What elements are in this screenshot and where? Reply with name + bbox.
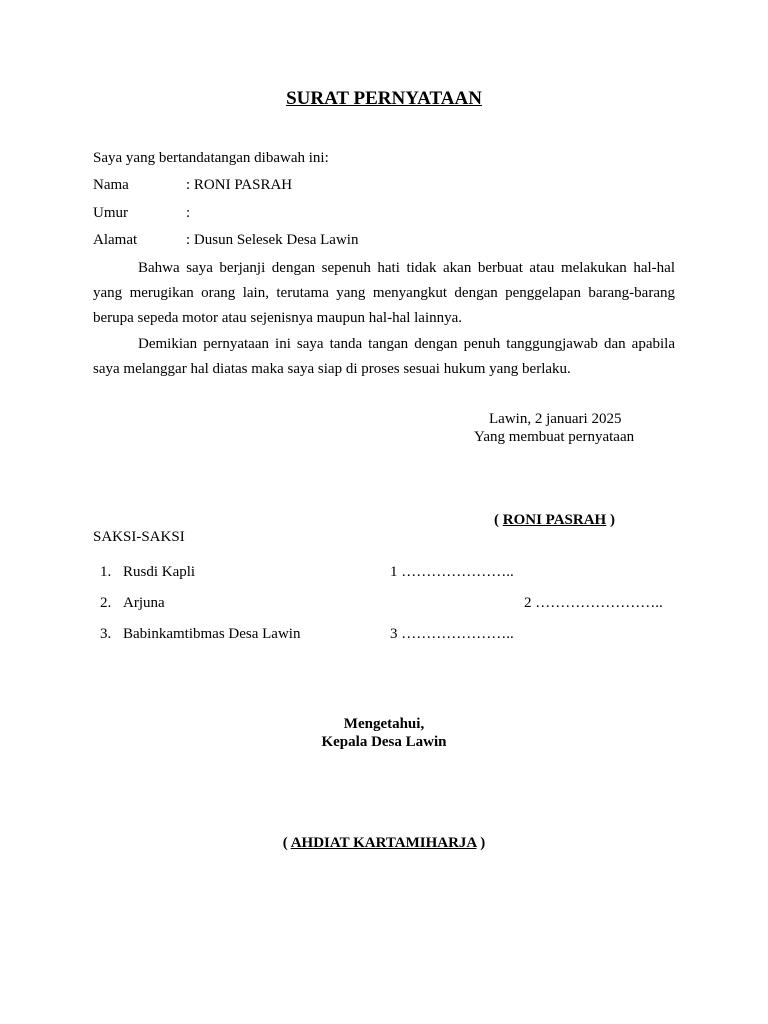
witness-number: 1. (100, 564, 112, 580)
place-date: Lawin, 2 januari 2025 (489, 411, 622, 427)
witness-signature-line: 2 …………………….. (524, 595, 663, 611)
field-label-alamat: Alamat (93, 232, 138, 248)
acknowledge-label: Mengetahui, (343, 716, 425, 732)
witness-name: Arjuna (123, 595, 165, 611)
field-label-nama: Nama (93, 177, 129, 193)
witness-heading: SAKSI-SAKSI (93, 529, 185, 545)
intro-text: Saya yang bertandatangan dibawah ini: (93, 150, 329, 166)
field-value-umur: : (186, 205, 191, 221)
field-value-nama: : RONI PASRAH (186, 177, 293, 193)
witness-signature-line: 3 ………………….. (390, 626, 514, 642)
witness-number: 3. (100, 626, 112, 642)
maker-signature-name: ( RONI PASRAH ) (494, 512, 615, 528)
witness-name: Babinkamtibmas Desa Lawin (123, 626, 301, 642)
statement-paragraph-1: Bahwa saya berjanji dengan sepenuh hati tidak akan berbuat atau melakukan hal-hal yang merugikan orang lain, terutama yang menyangkut dengan penggelapan barang-barang berupa sepeda motor atau sejenisnya maupun hal-hal lainnya. (93, 260, 675, 326)
witness-name: Rusdi Kapli (123, 564, 196, 580)
village-head-signature-name: ( AHDIAT KARTAMIHARJA ) (282, 835, 486, 851)
statement-paragraph-2: Demikian pernyataan ini saya tanda tangan dengan penuh tanggungjawab dan apabila saya melanggar hal diatas maka saya siap di proses sesuai hukum yang berlaku. (93, 336, 675, 377)
document-title: SURAT PERNYATAAN (286, 88, 482, 109)
village-head-title: Kepala Desa Lawin (321, 734, 447, 750)
field-value-alamat: : Dusun Selesek Desa Lawin (186, 232, 359, 248)
maker-label: Yang membuat pernyataan (474, 429, 635, 445)
witness-number: 2. (100, 595, 112, 611)
field-label-umur: Umur (93, 205, 128, 221)
witness-signature-line: 1 ………………….. (390, 564, 514, 580)
